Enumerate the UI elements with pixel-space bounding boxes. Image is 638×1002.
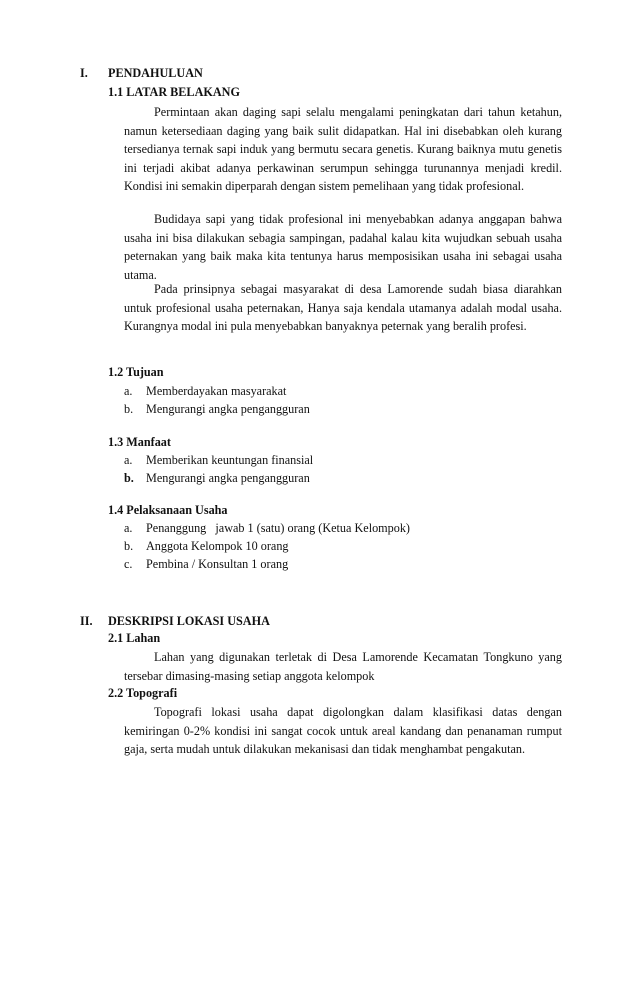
list-item — [124, 451, 313, 469]
list-item — [124, 537, 410, 555]
list-marker: a. — [124, 453, 133, 467]
list-item-text: Memberikan keuntungan finansial — [146, 453, 314, 467]
list-item — [124, 382, 310, 400]
list-item-text: Anggota Kelompok 10 orang — [146, 539, 289, 553]
list-marker: a. — [124, 384, 133, 398]
list-item-text: Penanggung jawab 1 (satu) orang (Ketua Kelompok) — [146, 521, 410, 535]
paragraph-lahan — [124, 648, 562, 685]
section-2-title: DESKRIPSI LOKASI USAHA — [108, 614, 270, 628]
paragraph-text: Pada prinsipnya sebagai masyarakat di desa Lamorende sudah biasa diarahkan untuk profesional usaha peternakan, Hanya saja kendala utamanya adalah modal usaha. Kurangnya modal ini pula menyebabkan banyaknya peternak yang beralih profesi. — [124, 282, 562, 334]
list-item-text: Pembina / Konsultan 1 orang — [146, 557, 289, 571]
subsection-2-2-title: 2.2 Topografi — [108, 686, 178, 700]
paragraph-topografi — [124, 703, 562, 759]
manfaat-list — [124, 451, 313, 487]
list-marker: b. — [124, 471, 134, 485]
list-marker: b. — [124, 402, 134, 416]
pelaksanaan-list — [124, 519, 410, 573]
list-marker: b. — [124, 539, 134, 553]
paragraph-latar-belakang-3 — [124, 280, 562, 336]
list-marker: a. — [124, 521, 133, 535]
list-item — [124, 555, 410, 573]
list-item — [124, 469, 313, 487]
subsection-1-2-title: 1.2 Tujuan — [108, 365, 164, 379]
section-2-number: II. — [80, 614, 93, 628]
subsection-1-3-title: 1.3 Manfaat — [108, 435, 171, 449]
paragraph-latar-belakang-2 — [124, 210, 562, 284]
section-1-title: PENDAHULUAN — [108, 66, 203, 80]
paragraph-text: Topografi lokasi usaha dapat digolongkan dalam klasifikasi datas dengan kemiringan 0-2% kondisi ini sangat cocok untuk areal kandang dan penanaman rumput gaja, serta mudah untuk dilakukan mekanisasi dan tidak menghambat pengakutan. — [124, 705, 562, 757]
subsection-2-1-title: 2.1 Lahan — [108, 631, 161, 645]
tujuan-list — [124, 382, 310, 418]
list-item-text: Memberdayakan masyarakat — [146, 384, 287, 398]
section-2-heading — [80, 614, 270, 629]
list-item-text: Mengurangi angka pengangguran — [146, 402, 310, 416]
paragraph-text: Budidaya sapi yang tidak profesional ini menyebabkan adanya anggapan bahwa usaha ini bisa dilakukan sebagia sampingan, padahal kalau kita wujudkan sebuah usaha peternakan yang baik maka kita tentunya harus memposisikan usaha ini sebagai usaha utama. — [124, 212, 562, 282]
paragraph-text: Permintaan akan daging sapi selalu mengalami peningkatan dari tahun ketahun, namun ketersediaan daging yang baik sulit didapatkan. Hal ini disebabkan oleh kurang tersedianya ternak sapi induk yang bermutu secara genetis. Kurang baiknya mutu genetis ini terjadi akibat adanya perkawinan serumpun sehingga turunannya menjadi kredil. Kondisi ini semakin diperparah dengan sistem pemelihaan yang tidak profesional. — [124, 105, 562, 194]
paragraph-latar-belakang-1 — [124, 103, 562, 196]
list-item — [124, 400, 310, 418]
section-1-number: I. — [80, 66, 88, 80]
paragraph-text: Lahan yang digunakan terletak di Desa Lamorende Kecamatan Tongkuno yang tersebar dimasing-masing setiap anggota kelompok — [124, 650, 562, 683]
list-item-text: Mengurangi angka pengangguran — [146, 471, 310, 485]
section-1-heading — [80, 66, 203, 81]
list-item — [124, 519, 410, 537]
subsection-1-1-title: 1.1 LATAR BELAKANG — [108, 85, 240, 99]
subsection-1-4-title: 1.4 Pelaksanaan Usaha — [108, 503, 228, 517]
list-marker: c. — [124, 557, 133, 571]
